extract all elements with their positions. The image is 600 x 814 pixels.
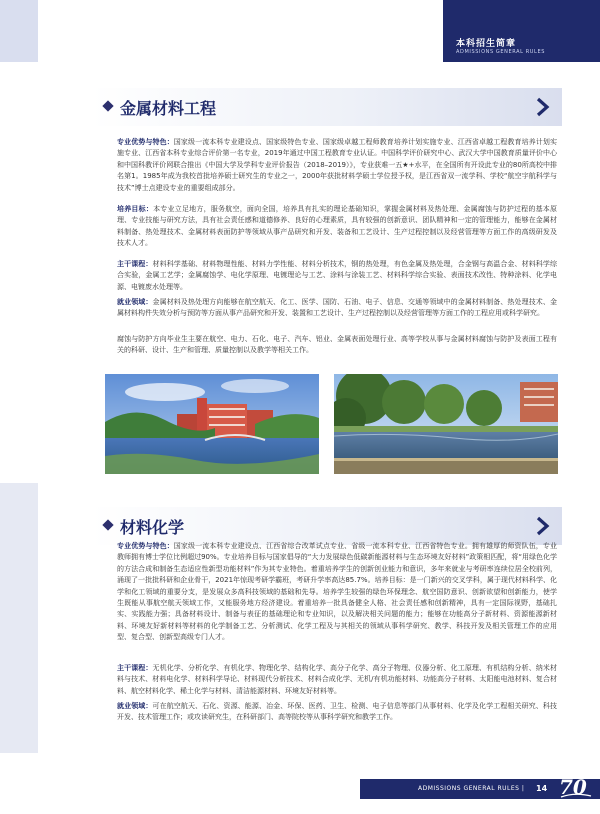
paragraph-advantages bbox=[117, 541, 557, 656]
footer-separator: | bbox=[521, 785, 525, 792]
paragraph-label: 就业领域： bbox=[117, 298, 153, 306]
paragraph-label: 就业领域： bbox=[117, 702, 153, 710]
logo-number: 70 bbox=[559, 775, 587, 799]
header-subtitle: ADMISSIONS GENERAL RULES bbox=[456, 49, 545, 55]
side-decoration-strip bbox=[0, 483, 38, 753]
paragraph-label: 专业优势与特色： bbox=[117, 138, 174, 146]
campus-photo-pond bbox=[334, 374, 558, 474]
paragraph-courses bbox=[117, 259, 557, 291]
paragraph-advantages bbox=[117, 137, 557, 193]
footer-text bbox=[418, 785, 524, 792]
paragraph-text: 本专业立足地方，服务航空，面向全国，培养具有扎实的理论基础知识，掌握金属材料及热处理、金属腐蚀与防护过程的基本原理、专业技能与研究方法，具有社会责任感和道德修养、良好的心理素质，具有较强的创新意识、团队精神和一定的管理能力，能够在金属材料制备、热处理技术、金属材料表面防护等领域从事产品研究和开发、装备和工艺设计、生产过程控制以及经营管理等方面工作的高级研发及技术人才。 bbox=[117, 205, 558, 248]
paragraph-text: 腐蚀与防护方向毕业生主要在航空、电力、石化、电子、汽车、铝业、金属表面处理行业、高等学校从事与金属材料腐蚀与防护及表面工程有关的科研、设计、生产和管理、质量控制以及教学等相关工作。 bbox=[117, 335, 557, 355]
paragraph-text: 无机化学、分析化学、有机化学、物理化学、结构化学、高分子化学、高分子物理、仪器分析、化工原理、有机结构分析、纳米材料与技术、材料电化学、材料科学导论、材料现代分析技术、材料合成化学、无机/有机功能材料、功能高分子材料、太阳能电池材料、复合材料、航空材料化学、稀土化学与材料、清洁能源材料、环境友好材料等。 bbox=[117, 664, 558, 695]
paragraph-text: 可在航空航天、石化、资源、能源、冶金、环保、医药、卫生、检测、电子信息等部门从事材料、化学及化学工程相关研究、科技开发、技术管理工作；或攻读研究生，在科研部门、高等院校等从事科学研究和教学工作。 bbox=[117, 702, 558, 722]
paragraph-label: 培养目标： bbox=[117, 205, 154, 213]
footer-label: ADMISSIONS GENERAL RULES bbox=[418, 785, 520, 792]
paragraph-label: 主干课程： bbox=[117, 664, 153, 672]
paragraph-courses bbox=[117, 663, 557, 695]
header-left-block bbox=[0, 0, 38, 62]
paragraph-employment bbox=[117, 297, 557, 329]
page-number: 14 bbox=[536, 784, 548, 793]
paragraph-text: 金属材料及热处理方向能够在航空航天、化工、医学、国防、石油、电子、信息、交通等领域中的金属材料制备、热处理技术、金属材料构件失效分析与预防等方面从事产品研究和开发、装置和工艺设计、生产过程控制以及经营管理等方面工作的工程应用或科学研究。 bbox=[117, 298, 558, 318]
chevron-right-icon bbox=[532, 515, 554, 537]
paragraph-text: 国家级一流本科专业建设点、国家级特色专业、国家级卓越工程师教育培养计划实施专业、江西省卓越工程教育培养计划实施专业、江西省本科专业综合评价第一名专业，2019年通过中国工程教育专业认证。中国科学评价研究中心、武汉大学中国教育质量评价中心和中国科教评价网联合推出《中国大学及学科专业评价报告（2018–2019）》，专业获难一五★+水平，在全国所有开设此专业的80所高校中排名第1。1985年成为我校首批培养硕士研究生的专业之一，2000年获批材料学硕士学位授予权，是江西省双一流学科、学校“航空宇航科学与技术”博士点建设专业的重要组成部分。 bbox=[117, 138, 558, 192]
paragraph-text: 国家级一流本科专业建设点、江西省综合改革试点专业、省级一流本科专业、江西省特色专业。拥有雄厚的师资队伍，专业教师拥有博士学位比例超过90%。专业培养目标与国家倡导的“大力发展绿色低碳新能源材料与生态环境友好材料”政策相匹配，将“用绿色化学的方法合成和制备生态适应性新型功能材料”作为其专业特色。着重培养学生的创新创业能力和意识，多年来就业与考研率连续位居全校前列，涌现了一批批科研和企业骨干，2021年惊现考研学霸班，考研升学率高达85.7%。培养目标：是一门新兴的交叉学科，属于现代材料科学、化学和化工领域的重要分支，是发展众多高科技领域的基础和先导。培养学生较强的绿色环保理念、航空国防意识、创新欲望和创新能力，使学生既能从事航空航天领域工作，又能服务地方经济建设。着重培养一批具备健全人格、社会责任感和创新精神，具有一定国际视野，基础扎实、实践能力强；具备材料设计、制备与表征的基础理论和专业知识，以及解决相关问题的能力；能够在功能高分子新材料、资源能源新材料、环境友好新材料等材料的化学制备工艺、分析测试、化学工程及与其相关的领域从事科学研究、教学、科技开发及相关管理工作的应用型、复合型、创新型高级专门人才。 bbox=[117, 542, 558, 642]
page-header bbox=[0, 0, 600, 62]
section-title-metal-materials: 金属材料工程 bbox=[120, 99, 217, 118]
chevron-right-icon bbox=[532, 96, 554, 118]
campus-photo-buildings bbox=[105, 374, 319, 474]
paragraph-corrosion-direction bbox=[117, 334, 557, 356]
anniversary-logo-icon bbox=[555, 772, 595, 802]
section-title-materials-chemistry: 材料化学 bbox=[120, 518, 185, 537]
paragraph-text: 材料科学基础、材料物理性能、材料力学性能、材料分析技术，钢的热处理，有色金属及热处理，合金钢与高温合金、材料科学综合实验，金属工艺学；金属腐蚀学、电化学原理、电镀理论与工艺、涂料与涂装工艺、材料科学综合实验、表面技术改性、特种涂料、化学电源、电镀废水处理等。 bbox=[117, 260, 558, 291]
paragraph-label: 专业优势与特色： bbox=[117, 542, 174, 550]
header-title: 本科招生简章 bbox=[456, 39, 517, 49]
paragraph-label: 主干课程： bbox=[117, 260, 153, 268]
header-mid-block bbox=[38, 0, 443, 62]
paragraph-employment bbox=[117, 701, 557, 723]
paragraph-objectives bbox=[117, 204, 557, 247]
